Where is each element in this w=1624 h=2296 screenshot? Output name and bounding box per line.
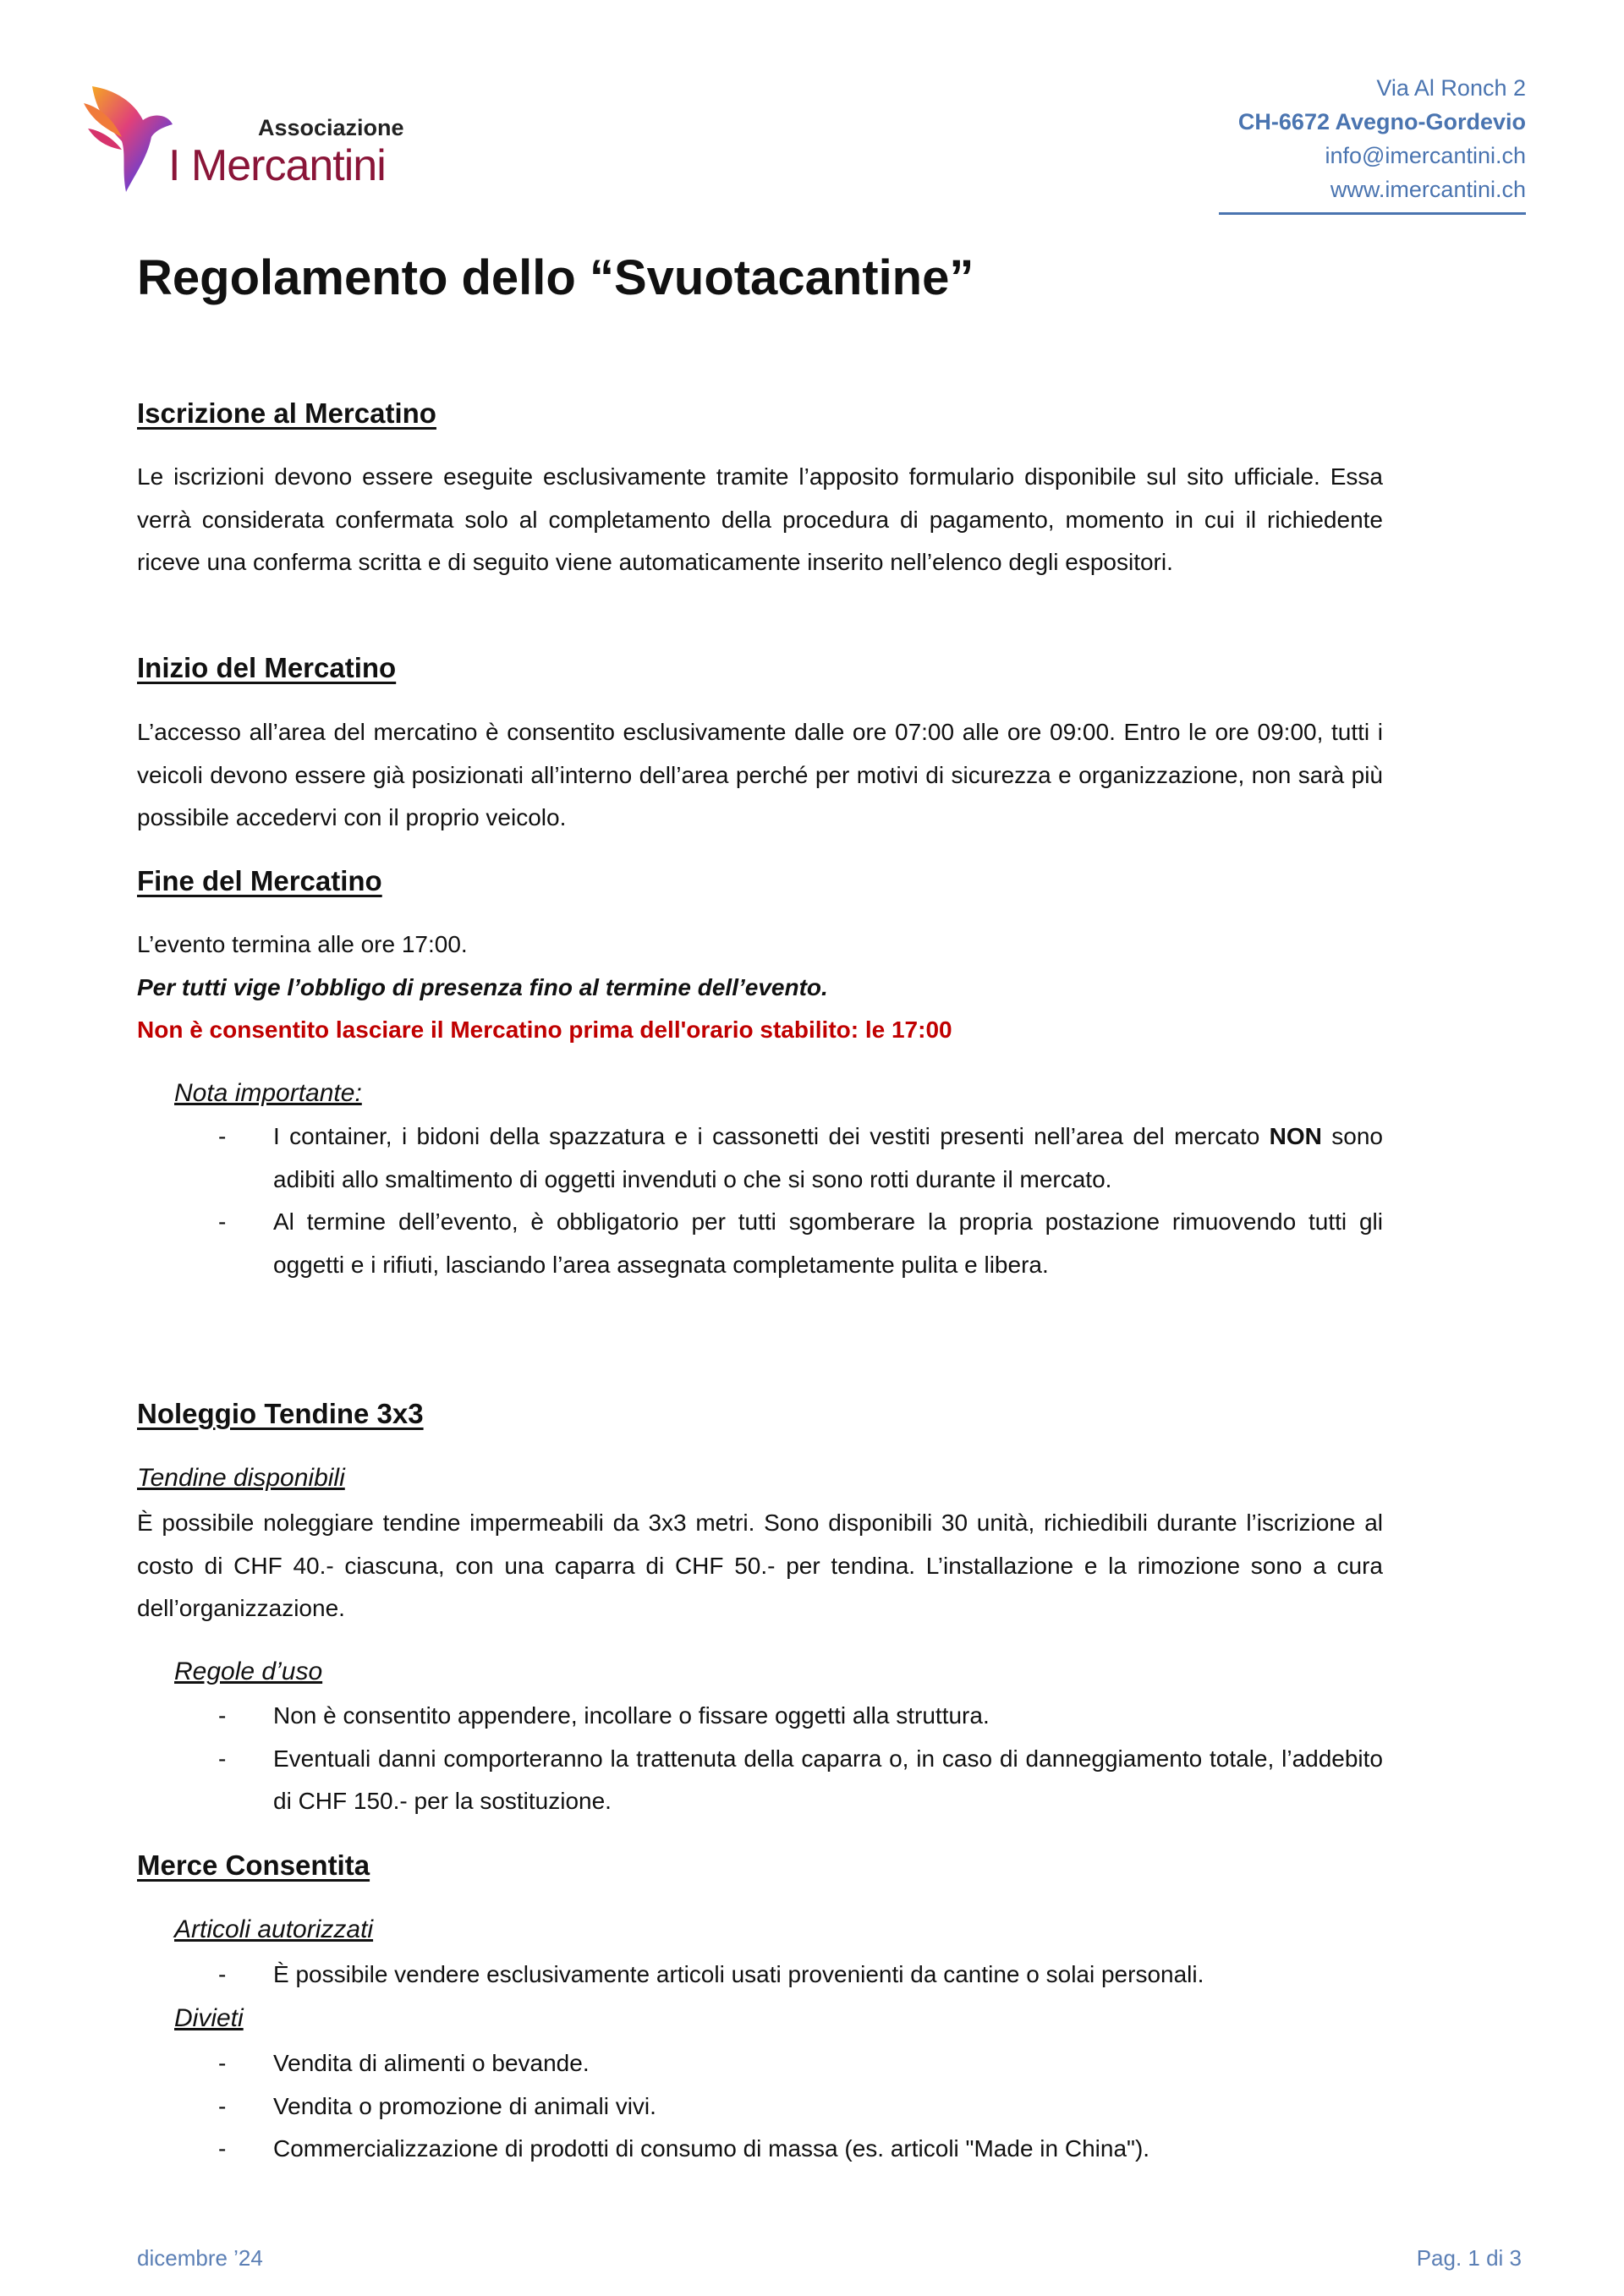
logo-name-text: I Mercantini: [168, 141, 386, 190]
footer-page-number: Pag. 1 di 3: [1416, 2245, 1522, 2271]
dash-bullet: -: [218, 1123, 227, 1149]
bullet-text: sono adibiti allo smaltimento di oggetti invenduti o che si sono rotti durante il mercato.: [273, 1123, 1383, 1192]
list-item: [218, 2128, 1383, 2171]
subheading-divieti: Divieti: [174, 2004, 244, 2032]
logo: [84, 78, 422, 196]
bullet-text: Vendita o promozione di animali vivi.: [273, 2092, 656, 2119]
nota-list: [218, 1115, 1383, 1286]
bullet-text: Commercializzazione di prodotti di consumo di massa (es. articoli "Made in China").: [273, 2135, 1150, 2162]
articoli-list: [218, 1954, 1383, 1997]
list-item: [218, 1695, 1383, 1738]
list-item: [218, 1954, 1383, 1997]
subheading-articoli: Articoli autorizzati: [174, 1915, 374, 1943]
dash-bullet: -: [218, 1961, 227, 1987]
bullet-text: Al termine dell’evento, è obbligatorio per tutti sgomberare la propria postazione rimuovendo tutti gli oggetti e i rifiuti, lasciando l’area assegnata completamente pulita e libera.: [273, 1208, 1383, 1278]
paragraph-fine: [137, 923, 1383, 1052]
bullet-text: Eventuali danni comporteranno la trattenuta della caparra o, in caso di danneggiamento totale, l’addebito di CHF 150.- per la sostituzione.: [273, 1745, 1383, 1814]
address-city: CH-6672 Avegno-Gordevio: [1237, 109, 1526, 134]
subheading-regole: Regole d’uso: [174, 1658, 323, 1685]
contact-website[interactable]: www.imercantini.ch: [1330, 177, 1526, 202]
bullet-emphasis: NON: [1269, 1123, 1322, 1149]
header-divider: [1219, 212, 1526, 215]
address-street: Via Al Ronch 2: [1376, 75, 1526, 101]
regole-list: [218, 1695, 1383, 1823]
dash-bullet: -: [218, 2092, 227, 2119]
fine-line-warning: Non è consentito lasciare il Mercatino prima dell'orario stabilito: le 17:00: [137, 1016, 952, 1043]
footer-date: dicembre ’24: [137, 2245, 263, 2271]
contact-email[interactable]: info@imercantini.ch: [1325, 143, 1526, 168]
heading-inizio: Inizio del Mercatino: [137, 652, 397, 683]
dash-bullet: -: [218, 1702, 227, 1729]
paragraph-iscrizione: Le iscrizioni devono essere eseguite esclusivamente tramite l’apposito formulario disponibile sul sito ufficiale. Essa verrà considerata confermata solo al completamento della procedura di pagamento, momento in cui il richiedente riceve una conferma scritta e di seguito viene automaticamente inserito nell’elenco degli espositori.: [137, 463, 1383, 575]
divieti-list: [218, 2042, 1383, 2171]
bullet-text: Vendita di alimenti o bevande.: [273, 2050, 590, 2076]
subheading-nota: Nota importante:: [174, 1079, 362, 1107]
heading-noleggio: Noleggio Tendine 3x3: [137, 1398, 424, 1429]
list-item: [218, 1115, 1383, 1201]
subheading-tendine: Tendine disponibili: [137, 1464, 345, 1492]
list-item: [218, 2085, 1383, 2129]
list-item: [218, 1738, 1383, 1823]
contact-block: [1238, 71, 1526, 206]
list-item: [218, 2042, 1383, 2085]
dash-bullet: -: [218, 2135, 227, 2162]
bullet-text: Non è consentito appendere, incollare o fissare oggetti alla struttura.: [273, 1702, 990, 1729]
logo-association-text: Associazione: [258, 115, 404, 140]
heading-fine: Fine del Mercatino: [137, 865, 382, 896]
bird-logo-icon: [84, 78, 177, 196]
bullet-text: È possibile vendere esclusivamente articoli usati provenienti da cantine o solai personali.: [273, 1961, 1204, 1987]
fine-line-obligation: Per tutti vige l’obbligo di presenza fino al termine dell’evento.: [137, 973, 828, 1000]
page-title: Regolamento dello “Svuotacantine”: [137, 250, 974, 305]
dash-bullet: -: [218, 1208, 227, 1235]
heading-merce: Merce Consentita: [137, 1849, 370, 1881]
bullet-text: I container, i bidoni della spazzatura e i cassonetti dei vestiti presenti nell’area del mercato: [273, 1123, 1270, 1149]
list-item: [218, 1201, 1383, 1286]
paragraph-inizio: L’accesso all’area del mercatino è consentito esclusivamente dalle ore 07:00 alle ore 09:00. Entro le ore 09:00, tutti i veicoli devono essere già posizionati all’interno dell’area perché per motivi di sicurezza e organizzazione, non sarà più possibile accedervi con il proprio veicolo.: [137, 719, 1383, 830]
dash-bullet: -: [218, 1745, 227, 1772]
fine-line-time: L’evento termina alle ore 17:00.: [137, 931, 468, 957]
heading-iscrizione: Iscrizione al Mercatino: [137, 397, 436, 429]
paragraph-noleggio: È possibile noleggiare tendine impermeabili da 3x3 metri. Sono disponibili 30 unità, richiedibili durante l’iscrizione al costo di CHF 40.- ciascuna, con una caparra di CHF 50.- per tendina. L’installazione e la rimozione sono a cura dell’organizzazione.: [137, 1510, 1383, 1621]
dash-bullet: -: [218, 2050, 227, 2076]
